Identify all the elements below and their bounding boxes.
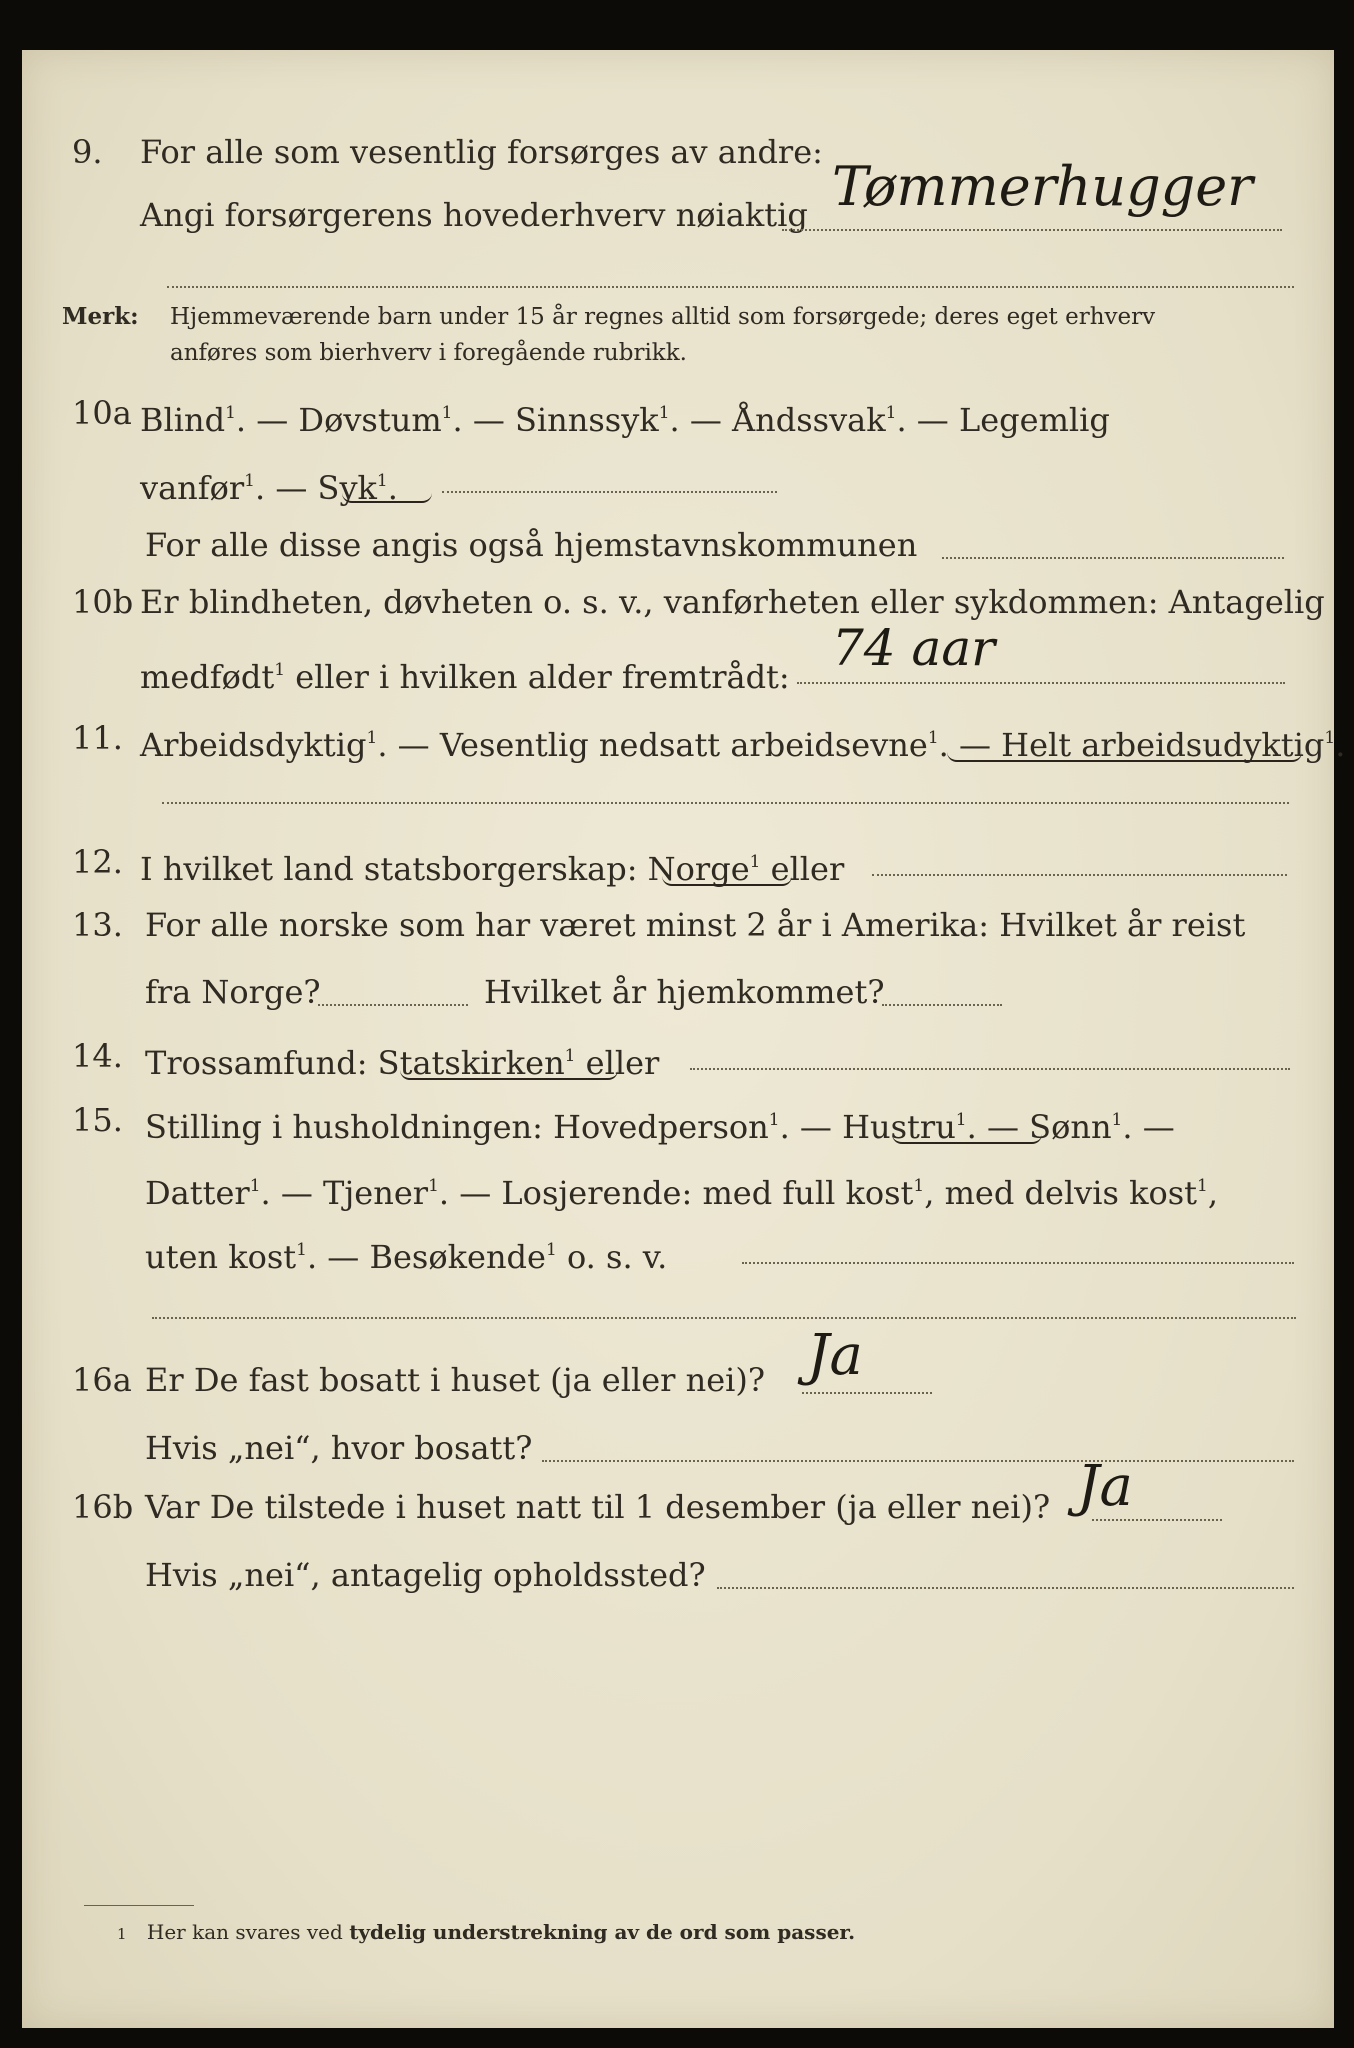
q9-answer[interactable]: Tømmerhugger xyxy=(832,155,1253,218)
q16b-followup-line xyxy=(717,1587,1294,1589)
q15-number: 15. xyxy=(72,1101,123,1139)
merk-text2: anføres som bierhverv i foregående rubrikk. xyxy=(170,340,687,366)
q12-number: 12. xyxy=(72,843,123,881)
q10a-options: Blind$^1$. — Døvstum$^1$. — Sinnssyk$^1$. — Åndssvak$^1$. — Legemlig xyxy=(140,401,1110,439)
q10a-answer-line xyxy=(442,491,777,493)
q15-options2: Datter$^1$. — Tjener$^1$. — Losjerende: med full kost$^1$, med delvis kost$^1$, xyxy=(145,1174,1219,1212)
q15-options3: uten kost$^1$. — Besøkende$^1$ o. s. v. xyxy=(145,1238,668,1276)
syk-underline xyxy=(342,493,432,503)
q16b-followup: Hvis „nei“, antagelig opholdssted? xyxy=(145,1556,706,1594)
footnote: 1 Her kan svares ved tydelig understrekning av de ord som passer. xyxy=(117,1920,856,1944)
q13-question: For alle norske som har været minst 2 år i Amerika: Hvilket år reist xyxy=(145,906,1246,944)
norge-underline xyxy=(662,876,792,886)
q10a-hjemstavn-line xyxy=(942,557,1284,559)
q9-prompt: Angi forsørgerens hovederhverv nøiaktig xyxy=(140,196,808,234)
q11-number: 11. xyxy=(72,719,123,757)
q12-answer-line xyxy=(872,874,1287,876)
q16a-followup-line xyxy=(542,1460,1294,1462)
q10b-answer-line xyxy=(797,682,1285,684)
q13-reist-line xyxy=(318,1004,468,1006)
q16b-question: Var De tilstede i huset natt til 1 desember (ja eller nei)? xyxy=(145,1488,1051,1526)
q10b-number: 10b xyxy=(72,583,134,621)
q13-hjemkommet-line xyxy=(882,1004,1002,1006)
q11-extra-line xyxy=(162,802,1289,804)
q16a-followup: Hvis „nei“, hvor bosatt? xyxy=(145,1429,533,1467)
q10a-hjemstavn: For alle disse angis også hjemstavnskommunen xyxy=(145,526,918,564)
q14-number: 14. xyxy=(72,1037,123,1075)
q9-answer-line xyxy=(782,229,1282,231)
q15-options1: Stilling i husholdningen: Hovedperson$^1$. — Hustru$^1$. — Sønn$^1$. — xyxy=(145,1108,1175,1146)
q13-reist: fra Norge? xyxy=(145,973,321,1011)
q15-answer-line xyxy=(742,1262,1294,1264)
merk-text1: Hjemmeværende barn under 15 år regnes alltid som forsørgede; deres eget erhverv xyxy=(170,304,1156,330)
q16b-answer-line xyxy=(1092,1519,1222,1521)
q14-question: Trossamfund: Statskirken$^1$ eller xyxy=(145,1044,660,1082)
footnote-rule xyxy=(84,1905,194,1906)
q11-options: Arbeidsdyktig$^1$. — Vesentlig nedsatt arbeidsevne$^1$. — Helt arbeidsudyktig$^1$. xyxy=(140,726,1346,764)
q16b-answer[interactable]: Ja xyxy=(1077,1454,1133,1519)
merk-label: Merk: xyxy=(62,303,139,330)
q16a-answer[interactable]: Ja xyxy=(807,1323,863,1388)
q9-question: For alle som vesentlig forsørges av andre: xyxy=(140,133,823,171)
q16a-number: 16a xyxy=(72,1361,132,1399)
q10a-number: 10a xyxy=(72,394,132,432)
census-form-page xyxy=(22,50,1346,2028)
q10b-answer[interactable]: 74 aar xyxy=(832,619,996,677)
q14-answer-line xyxy=(690,1068,1290,1070)
helt-underline xyxy=(947,752,1302,762)
q16a-question: Er De fast bosatt i huset (ja eller nei)? xyxy=(145,1361,766,1399)
q9-number: 9. xyxy=(72,133,103,171)
q9-extra-line xyxy=(167,286,1294,288)
q13-number: 13. xyxy=(72,906,123,944)
statskirken-underline xyxy=(400,1070,618,1080)
q16a-answer-line xyxy=(802,1392,932,1394)
q13-hjemkommet: Hvilket år hjemkommet? xyxy=(484,973,885,1011)
q10b-question: Er blindheten, døvheten o. s. v., vanførheten eller sykdommen: Antagelig xyxy=(140,583,1325,621)
q10b-prompt: medfødt$^1$ eller i hvilken alder fremtrådt: xyxy=(140,658,790,696)
q10a-options2: vanfør$^1$. — Syk$^1$. xyxy=(140,469,398,507)
hustru-underline xyxy=(892,1134,1042,1144)
q15-extra-line xyxy=(152,1317,1296,1319)
q16b-number: 16b xyxy=(72,1488,134,1526)
q12-question: I hvilket land statsborgerskap: Norge$^1$ eller xyxy=(140,850,845,888)
